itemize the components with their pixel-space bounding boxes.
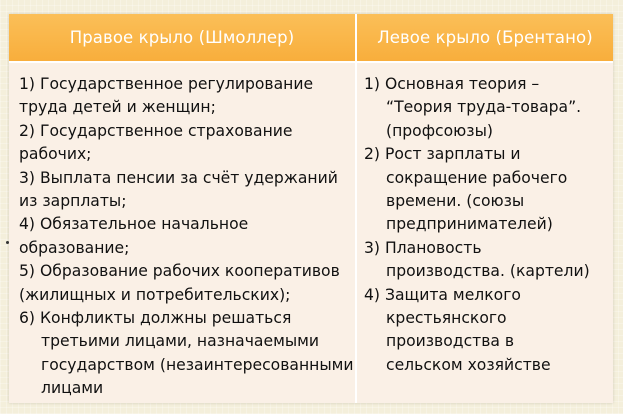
table-body xyxy=(9,61,613,403)
list-item: 3) Выплата пенсии за счёт удержаний xyxy=(19,168,338,187)
list-item: сельском хозяйстве xyxy=(386,355,551,374)
list-item: (жилищных и потребительских); xyxy=(19,285,291,304)
list-item: (профсоюзы) xyxy=(386,121,493,140)
column-left-wing xyxy=(357,63,613,403)
list-item: времени. (союзы xyxy=(386,192,525,211)
list-item: труда детей и женщин; xyxy=(19,98,216,117)
list-item: крестьянского xyxy=(386,309,507,328)
list-item: производства. (картели) xyxy=(386,262,590,281)
list-item: 6) Конфликты должны решаться xyxy=(19,309,292,328)
list-item: образование; xyxy=(19,238,130,257)
list-item: 2) Рост зарплаты и xyxy=(364,145,521,164)
list-item: 1) Государственное регулирование xyxy=(19,75,314,93)
list-item: предпринимателей) xyxy=(386,215,553,234)
list-item: рабочих; xyxy=(19,145,92,164)
header-left-wing: Левое крыло (Брентано) xyxy=(377,28,593,47)
list-item: 2) Государственное страхование xyxy=(19,121,293,140)
list-item: из зарплаты; xyxy=(19,192,127,211)
list-item: 5) Образование рабочих кооперативов xyxy=(19,262,340,281)
comparison-table xyxy=(9,14,613,403)
list-item: лицами xyxy=(41,379,104,398)
table-header xyxy=(9,14,613,61)
list-item: “Теория труда-товара”. xyxy=(386,98,582,117)
list-item: 4) Обязательное начальное xyxy=(19,215,249,234)
list-item: сокращение рабочего xyxy=(386,168,568,187)
column-right-wing xyxy=(9,63,357,403)
list-item: производства в xyxy=(386,332,515,351)
list-item: государством (незаинтересованными xyxy=(41,355,354,374)
list-item: 4) Защита мелкого xyxy=(364,285,521,304)
list-item: 1) Основная теория – xyxy=(364,75,540,93)
list-item: третьими лицами, назначаемыми xyxy=(41,332,320,351)
header-right-wing: Правое крыло (Шмоллер) xyxy=(9,14,357,61)
list-item: 3) Плановость xyxy=(364,238,482,257)
